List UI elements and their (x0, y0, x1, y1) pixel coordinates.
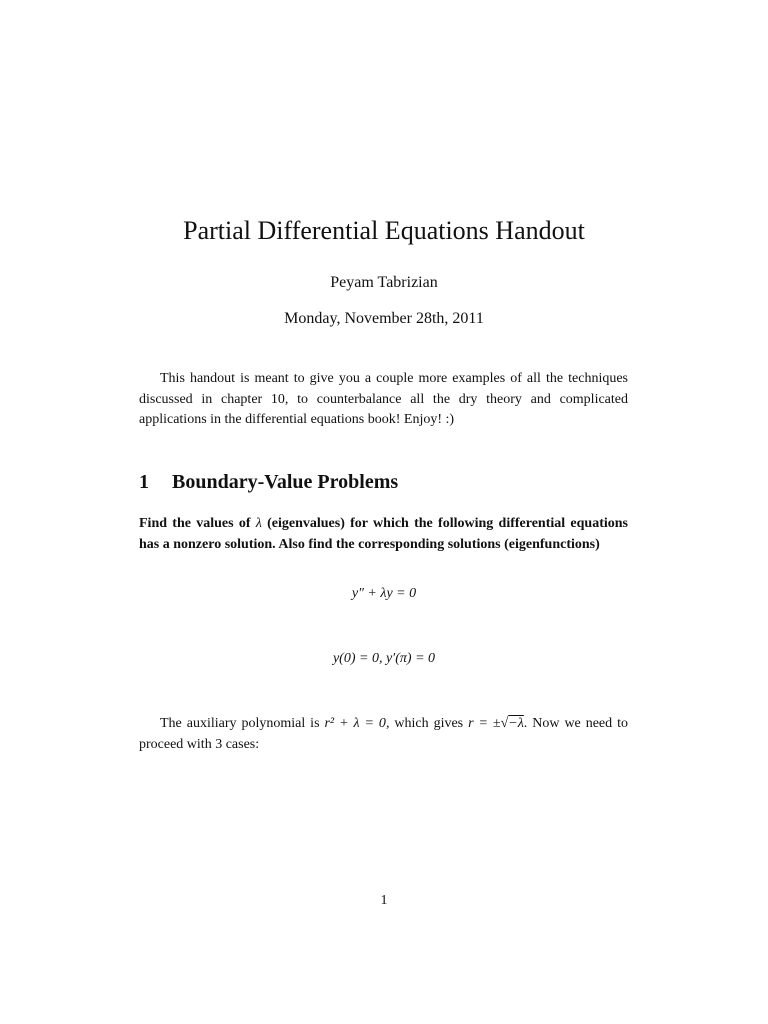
page-number: 1 (380, 893, 388, 908)
section-heading (139, 471, 398, 494)
problem-text-start: Find the values of (139, 516, 256, 531)
section-number: 1 (139, 471, 149, 493)
lambda-symbol: λ (255, 516, 262, 531)
auxiliary-paragraph (139, 714, 628, 755)
author-name: Peyam Tabrizian (330, 274, 438, 291)
abstract-paragraph: This handout is meant to give you a couple more examples of all the techniques discussed in chapter 10, to counterbalance all the dry theory and complicated applications in the differential equations book! Enjoy! :) (139, 371, 628, 427)
aux-polynomial: r² + λ = 0 (324, 716, 386, 731)
aux-roots-radicand: −λ (508, 716, 524, 731)
aux-text-3: . Now we need to proceed with 3 cases: (139, 716, 629, 752)
problem-text-end: (eigenvalues) for which the following differential equations has a nonzero solution. Also find the corresponding solutions (eigenfunctions) (139, 516, 628, 552)
document-date: Monday, November 28th, 2011 (284, 310, 484, 327)
aux-text-2: , which gives (385, 716, 469, 731)
problem-statement (139, 514, 628, 555)
ode-equation: y″ + λy = 0 (351, 586, 417, 601)
section-title: Boundary-Value Problems (172, 471, 399, 493)
aux-text-1: The auxiliary polynomial is (160, 716, 325, 731)
aux-roots-prefix: r = ±√ (468, 716, 509, 731)
document-title: Partial Differential Equations Handout (183, 216, 585, 245)
boundary-conditions: y(0) = 0, y′(π) = 0 (332, 651, 436, 666)
